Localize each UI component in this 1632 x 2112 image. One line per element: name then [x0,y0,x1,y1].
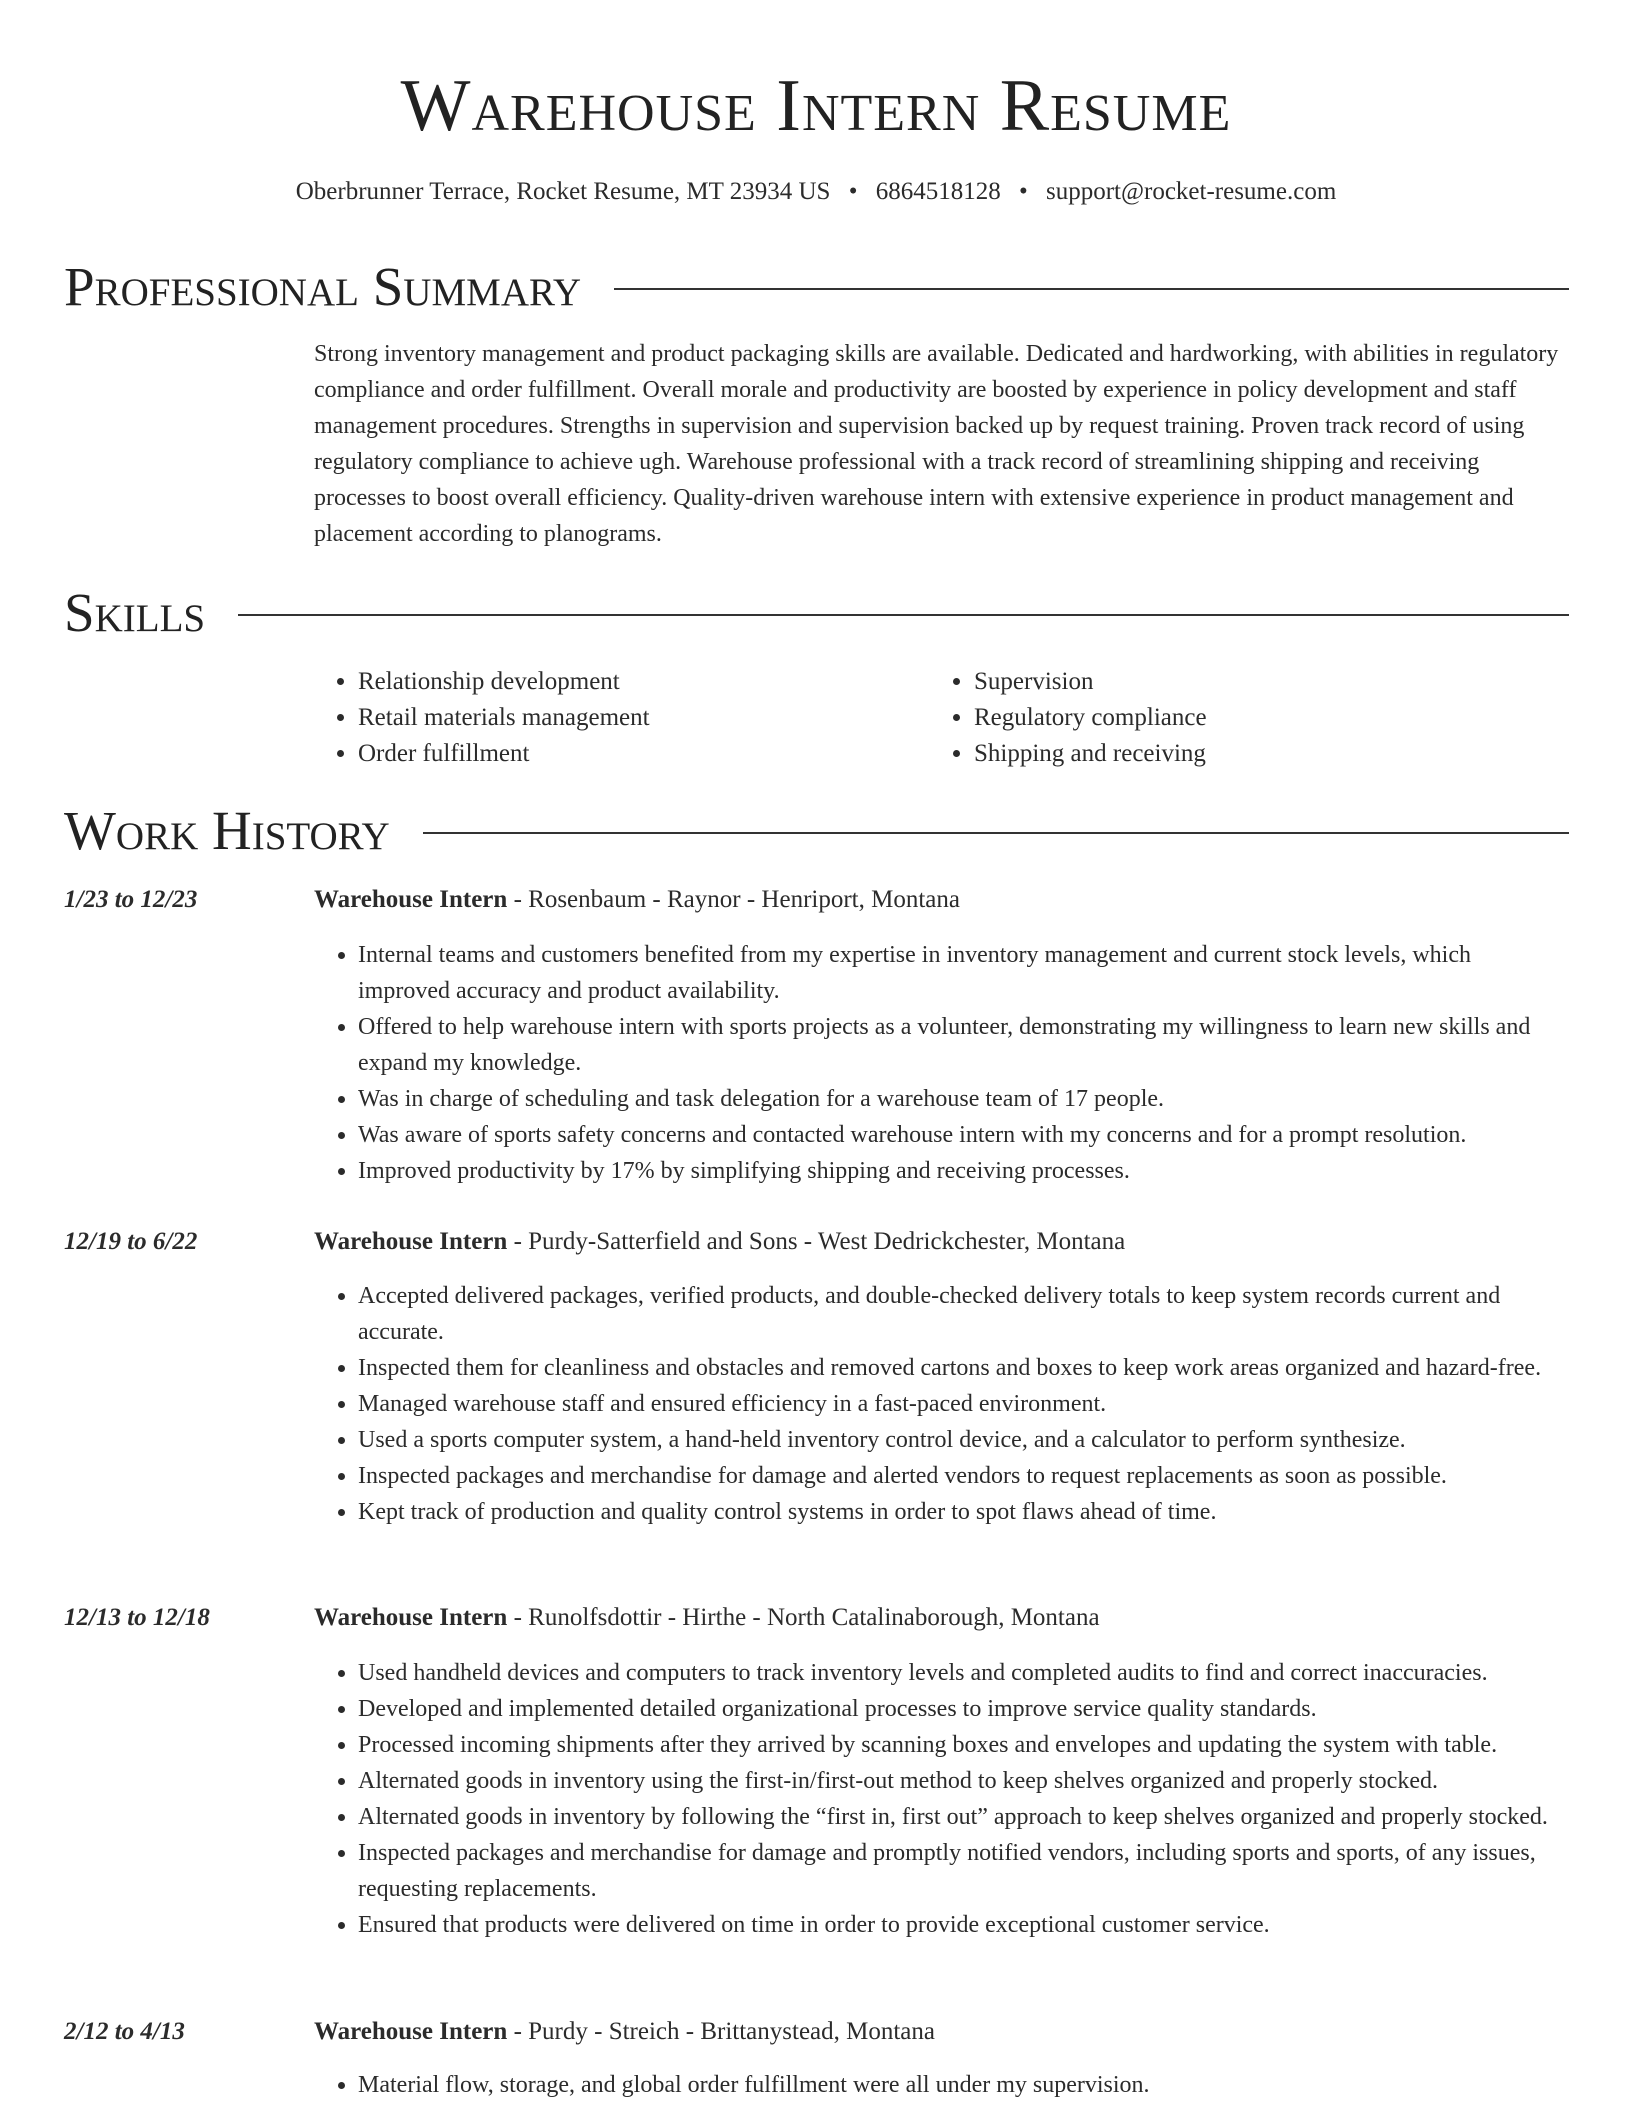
job-bullet: • Improved productivity by 17% by simplifying shipping and receiving processes. [358,1153,1568,1189]
job-bullet: • Was in charge of scheduling and task delegation for a warehouse team of 17 people. [358,1081,1568,1117]
job-bullet: • Alternated goods in inventory using the first-in/first-out method to keep shelves organized and properly stocked. [358,1763,1568,1799]
job-title: Warehouse Intern [314,1604,508,1631]
skill-item: • Retail materials management [358,700,650,736]
job-bullet: • Managed warehouse staff and ensured efficiency in a fast-paced environment. [358,1386,1568,1422]
job-bullets [314,937,1568,1189]
job-bullets [314,1278,1568,1530]
phone: 6864518128 [875,178,1001,205]
job-title: Warehouse Intern [314,2018,508,2045]
job-bullet: • Alternated goods in inventory by following the “first in, first out” approach to keep shelves organized and properly stocked. [358,1799,1568,1835]
job-details: - Runolfsdottir - Hirthe - North Catalinaborough, Montana [507,1604,1100,1631]
job-bullet: • Material flow, storage, and global order fulfillment were all under my supervision. [358,2067,1568,2103]
work-heading: Work History [64,800,390,861]
skill-item: • Shipping and receiving [974,736,1207,772]
job-bullet: • Was aware of sports safety concerns and contacted warehouse intern with my concerns and for a prompt resolution. [358,1117,1568,1153]
job-bullet: • Internal teams and customers benefited from my expertise in inventory management and current stock levels, which improved accuracy and product availability. [358,937,1568,1009]
job-bullets [314,1655,1568,1943]
skills-list-right [930,664,1207,772]
job-bullet: • Ensured that products were delivered on time in order to provide exceptional customer service. [358,1907,1568,1943]
summary-heading-row [64,257,1569,317]
job-dates: 2/12 to 4/13 [64,2018,185,2045]
skill-item: • Supervision [974,664,1207,700]
summary-heading: Professional Summary [64,256,582,317]
email: support@rocket-resume.com [1045,178,1337,205]
job-dates: 12/19 to 6/22 [64,1228,198,1255]
job-bullet: • Used a sports computer system, a hand-held inventory control device, and a calculator to perform synthesize. [358,1422,1568,1458]
skills-heading: Skills [64,582,206,643]
job-bullet: • Offered to help warehouse intern with sports projects as a volunteer, demonstrating my willingness to learn new skills and expand my knowledge. [358,1009,1568,1081]
job-dates: 1/23 to 12/23 [64,886,198,913]
skill-item: • Regulatory compliance [974,700,1207,736]
job-bullet: • Processed incoming shipments after they arrived by scanning boxes and envelopes and updating the system with table. [358,1727,1568,1763]
separator-dot: • [1018,178,1028,205]
job-bullet: • Inspected them for cleanliness and obstacles and removed cartons and boxes to keep work areas organized and hazard-free. [358,1350,1568,1386]
section-divider [614,288,1569,290]
job-bullet: • Inspected packages and merchandise for damage and alerted vendors to request replacements as soon as possible. [358,1458,1568,1494]
job-header [314,2014,935,2050]
skill-item: • Relationship development [358,664,650,700]
job-bullets [314,2067,1568,2103]
skill-item: • Order fulfillment [358,736,650,772]
section-divider [423,832,1569,834]
job-details: - Purdy-Satterfield and Sons - West Dedrickchester, Montana [507,1228,1126,1255]
resume-title: Warehouse Intern Resume [400,65,1232,147]
job-header [314,882,960,918]
separator-dot: • [848,178,858,205]
address: Oberbrunner Terrace, Rocket Resume, MT 23934 US [295,178,831,205]
summary-text: Strong inventory management and product packaging skills are available. Dedicated and hardworking, with abilities in regulatory compliance and order fulfillment. Overall morale and productivity are boosted by experience in policy development and staff management procedures. Strengths in supervision and supervision backed up by request training. Proven track record of using regulatory compliance to achieve ugh. Warehouse professional with a track record of streamlining shipping and receiving processes to boost overall efficiency. Quality-driven warehouse intern with extensive experience in product management and placement according to planograms. [314,341,1559,547]
job-bullet: • Used handheld devices and computers to track inventory levels and completed audits to find and correct inaccuracies. [358,1655,1568,1691]
job-title: Warehouse Intern [314,886,508,913]
job-bullet: • Developed and implemented detailed organizational processes to improve service quality standards. [358,1691,1568,1727]
job-details: - Purdy - Streich - Brittanystead, Montana [507,2018,935,2045]
section-divider [238,614,1569,616]
job-bullet: • Inspected packages and merchandise for damage and promptly notified vendors, including sports and sports, of any issues, requesting replacements. [358,1835,1568,1907]
skills-heading-row [64,583,1569,643]
skills-list-left [314,664,650,772]
contact-line [0,174,1632,210]
job-details: - Rosenbaum - Raynor - Henriport, Montana [507,886,960,913]
job-bullet: • Kept track of production and quality control systems in order to spot flaws ahead of time. [358,1494,1568,1530]
job-header [314,1600,1100,1636]
job-title: Warehouse Intern [314,1228,508,1255]
job-bullet: • Accepted delivered packages, verified products, and double-checked delivery totals to keep system records current and accurate. [358,1278,1568,1350]
job-header [314,1224,1125,1260]
work-heading-row [64,801,1569,861]
job-dates: 12/13 to 12/18 [64,1604,210,1631]
